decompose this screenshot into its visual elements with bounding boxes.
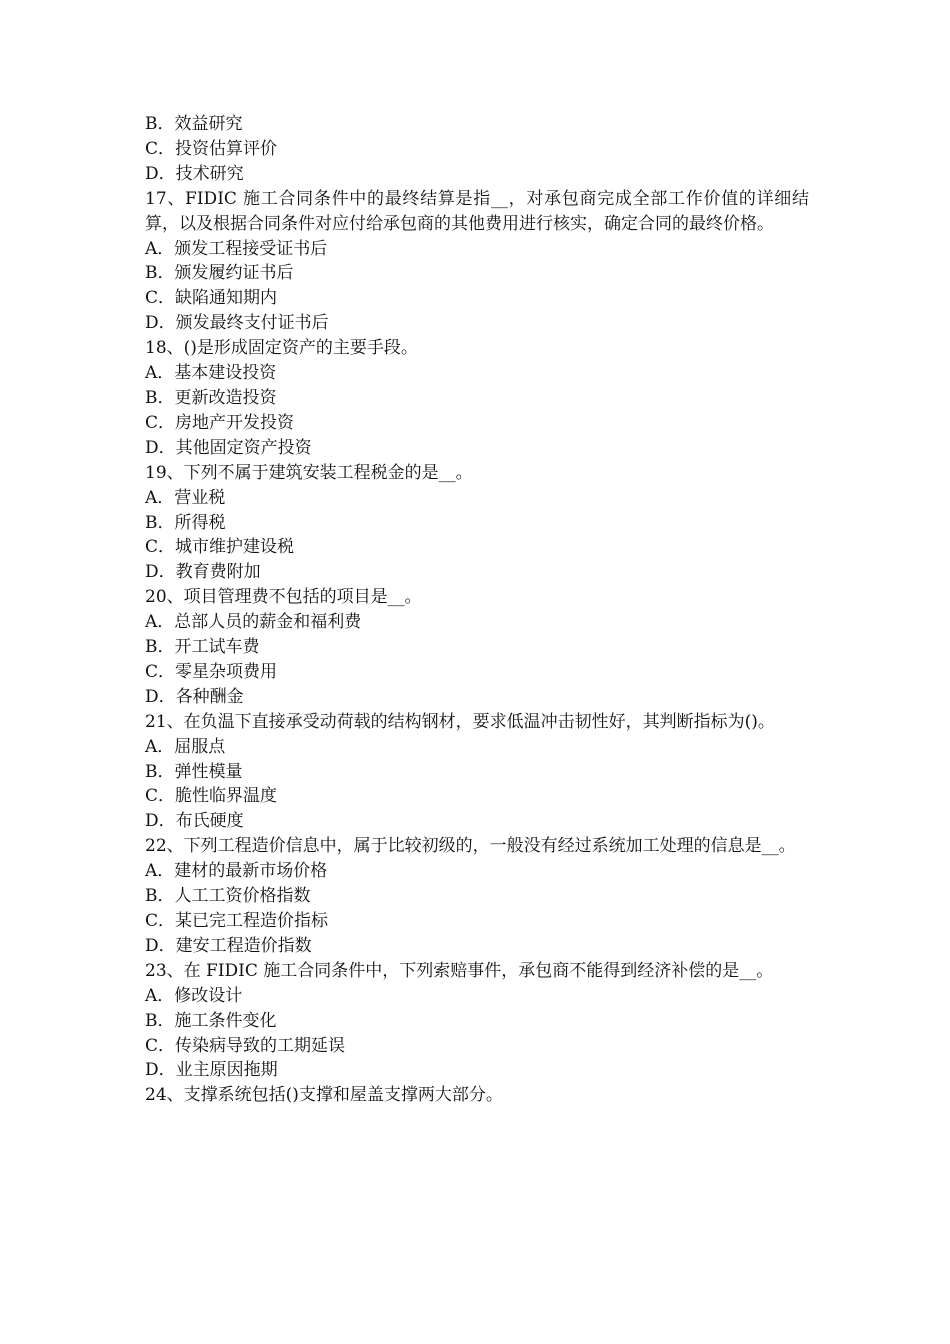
answer-option: D．颁发最终支付证书后 xyxy=(145,313,329,334)
question-text: 21、在负温下直接承受动荷载的结构钢材，要求低温冲击韧性好，其判断指标为()。 xyxy=(145,711,775,732)
answer-option: B．所得税 xyxy=(145,512,226,533)
answer-option: D．教育费附加 xyxy=(145,562,261,583)
answer-option: A．修改设计 xyxy=(145,985,243,1006)
answer-option: C．某已完工程造价指标 xyxy=(145,911,329,931)
answer-option: C．城市维护建设税 xyxy=(145,537,295,558)
answer-option: B．开工试车费 xyxy=(145,637,260,658)
answer-option: A．基本建设投资 xyxy=(145,363,277,384)
answer-option: D．其他固定资产投资 xyxy=(145,437,312,458)
document-body xyxy=(145,112,809,1108)
answer-option: B．人工工资价格指数 xyxy=(145,886,311,907)
question-text: 22、下列工程造价信息中，属于比较初级的，一般没有经过系统加工处理的信息是__。 xyxy=(145,836,796,857)
answer-option: D．各种酬金 xyxy=(145,686,244,707)
question-text: 20、项目管理费不包括的项目是__。 xyxy=(145,587,422,608)
answer-option: B．施工条件变化 xyxy=(145,1010,277,1031)
answer-option: D．技术研究 xyxy=(145,163,244,184)
answer-option: C．零星杂项费用 xyxy=(145,661,278,682)
answer-option: D．建安工程造价指数 xyxy=(145,935,312,956)
question-text: 19、下列不属于建筑安装工程税金的是__。 xyxy=(145,462,473,483)
answer-option: A．屈服点 xyxy=(145,736,226,757)
answer-option: C．脆性临界温度 xyxy=(145,786,278,807)
question-text: 17、FIDIC 施工合同条件中的最终结算是指__，对承包商完成全部工作价值的详细结算，以及根据合同条件对应付给承包商的其他费用进行核实，确定合同的最终价格。 xyxy=(145,188,809,234)
answer-option: A．颁发工程接受证书后 xyxy=(145,238,328,259)
answer-option: A．建材的最新市场价格 xyxy=(145,861,328,882)
answer-option: A．营业税 xyxy=(145,487,226,508)
question-text: 24、支撑系统包括()支撑和屋盖支撑两大部分。 xyxy=(145,1085,503,1106)
answer-option: D．布氏硬度 xyxy=(145,811,244,832)
answer-option: C．房地产开发投资 xyxy=(145,412,295,433)
answer-option: A．总部人员的薪金和福利费 xyxy=(145,612,362,633)
answer-option: D．业主原因拖期 xyxy=(145,1060,278,1081)
answer-option: B．颁发履约证书后 xyxy=(145,263,294,284)
answer-option: C．传染病导致的工期延误 xyxy=(145,1035,346,1056)
answer-option: B．更新改造投资 xyxy=(145,387,277,408)
answer-option: B．弹性模量 xyxy=(145,761,243,782)
answer-option: C．投资估算评价 xyxy=(145,138,278,159)
question-text: 18、()是形成固定资产的主要手段。 xyxy=(145,338,418,359)
question-text: 23、在 FIDIC 施工合同条件中，下列索赔事件，承包商不能得到经济补偿的是__。 xyxy=(145,960,774,981)
answer-option: B．效益研究 xyxy=(145,114,243,134)
answer-option: C．缺陷通知期内 xyxy=(145,288,278,309)
